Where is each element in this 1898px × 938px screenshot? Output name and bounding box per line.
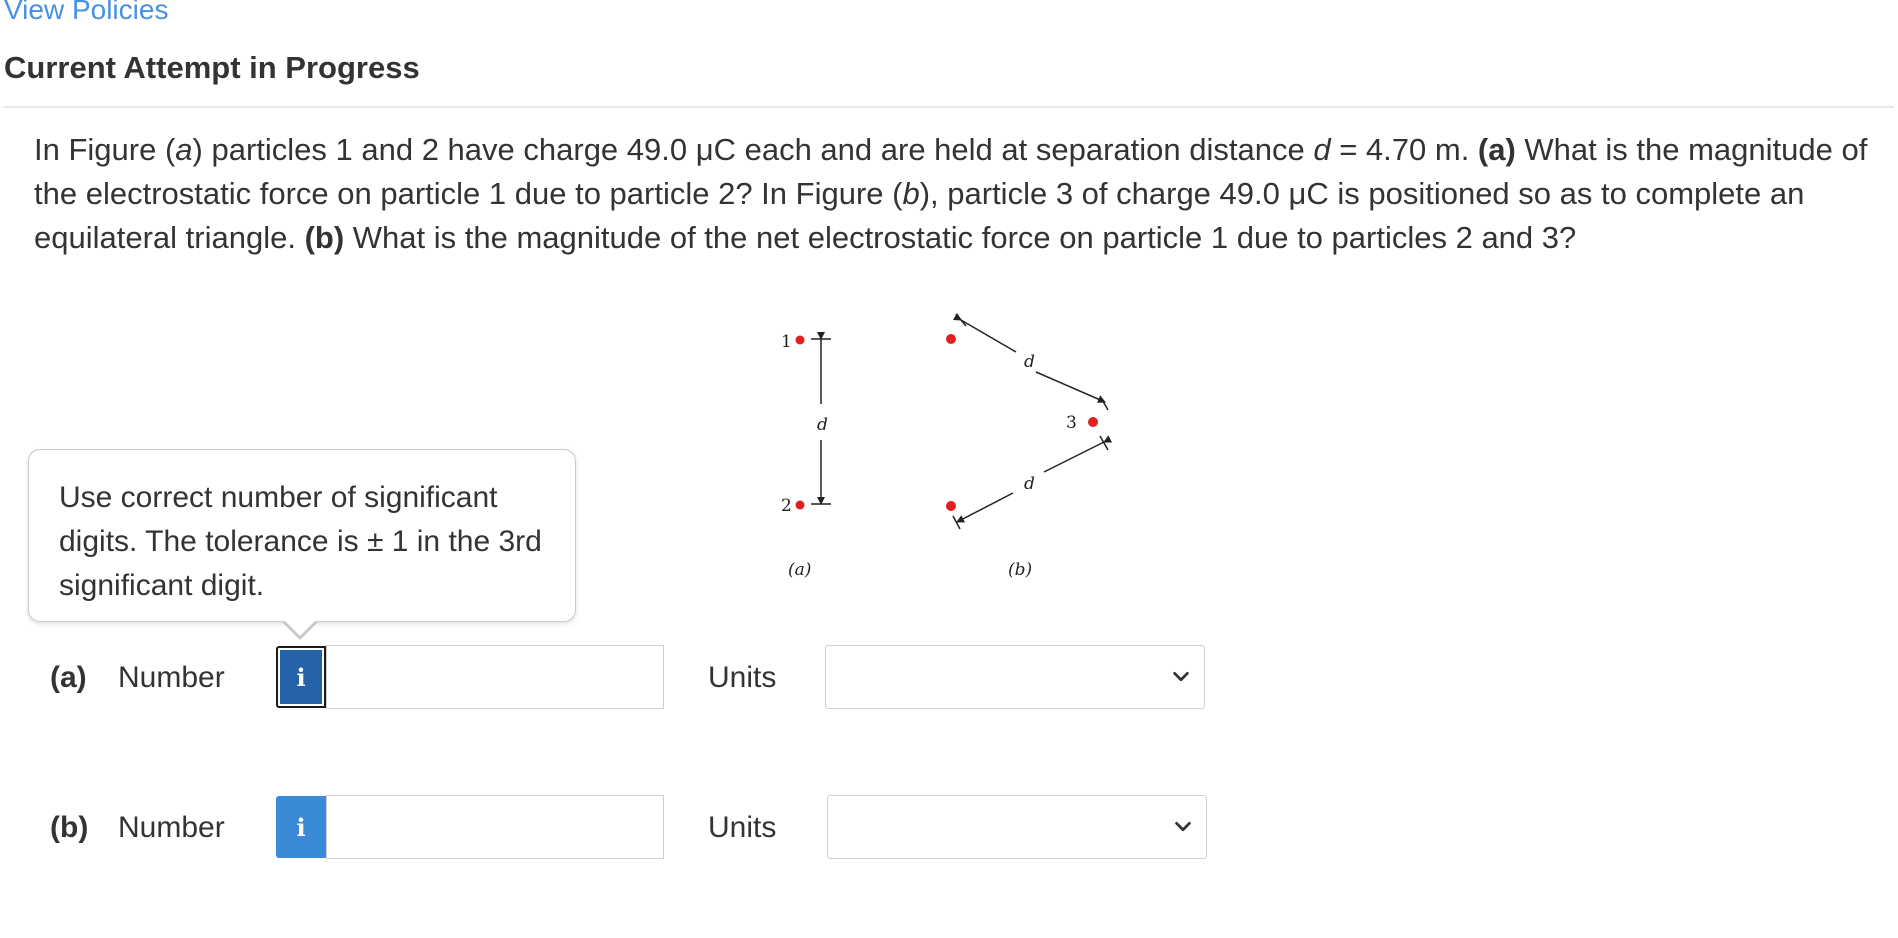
info-button-b[interactable] — [276, 796, 326, 858]
figure-a — [781, 332, 831, 580]
figure-b — [946, 314, 1108, 580]
chevron-down-icon — [1170, 666, 1192, 688]
particle-1-label: 1 — [781, 332, 792, 352]
distance-d-label-b1: d — [1024, 352, 1035, 372]
caption-a: (a) — [788, 560, 812, 580]
info-icon: i — [296, 662, 306, 692]
particle-b2-charge — [946, 501, 956, 511]
info-button-a[interactable] — [276, 646, 326, 708]
particle-1-charge — [796, 336, 805, 345]
view-policies-link[interactable]: View Policies — [4, 0, 169, 25]
caption-b: (b) — [1008, 560, 1033, 580]
attempt-heading: Current Attempt in Progress — [4, 50, 420, 85]
divider — [4, 106, 1894, 108]
chevron-down-icon — [1172, 816, 1194, 838]
distance-d-label-b2: d — [1024, 474, 1035, 494]
particle-2-charge — [796, 501, 805, 510]
distance-d-label-a: d — [817, 415, 828, 435]
particle-3-label: 3 — [1066, 413, 1077, 433]
part-a-label: (a) — [50, 661, 87, 694]
particle-2-label: 2 — [781, 496, 792, 516]
particle-3-charge — [1088, 417, 1098, 427]
units-b-label: Units — [708, 811, 777, 844]
part-b-label: (b) — [50, 811, 89, 844]
number-input-b[interactable] — [326, 795, 664, 859]
info-icon: i — [296, 812, 306, 842]
charges-figure — [760, 300, 1120, 600]
units-select-b[interactable] — [827, 795, 1207, 859]
number-b-label: Number — [118, 811, 225, 844]
question-text: In Figure (a) particles 1 and 2 have charge 49.0 μC each and are held at separation distance d = 4.70 m. (a) What is the magnitude of the electrostatic force on particle 1 due to particle 2? In Figure (b), particle 3 of charge 49.0 μC is positioned so as to complete an equilateral triangle. (b) What is the magnitude of the net electrostatic force on particle 1 due to particles 2 and 3? — [34, 132, 1868, 255]
number-a-label: Number — [118, 661, 225, 694]
units-a-label: Units — [708, 661, 777, 694]
units-select-a[interactable] — [825, 645, 1205, 709]
number-input-a[interactable] — [326, 645, 664, 709]
particle-b1-charge — [946, 334, 956, 344]
sig-figs-tooltip: Use correct number of significant digits. The tolerance is ± 1 in the 3rd significant digit. — [28, 449, 576, 622]
tooltip-arrow-inner — [284, 620, 316, 636]
